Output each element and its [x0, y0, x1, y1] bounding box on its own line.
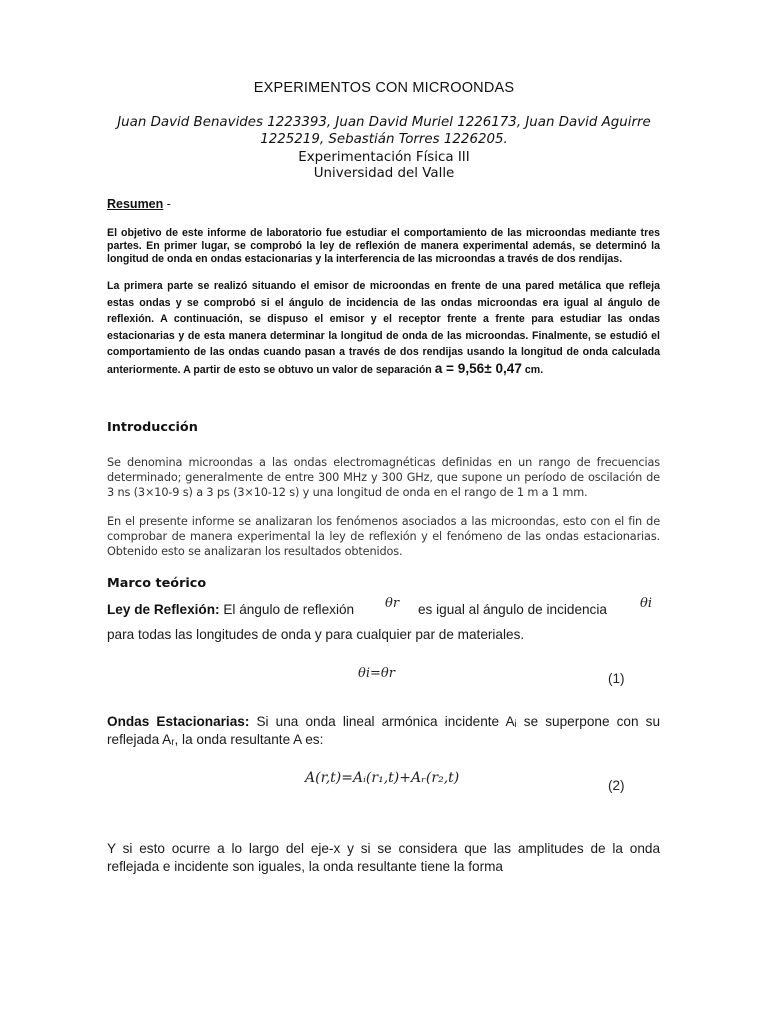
- standing-waves-text: Si una onda lineal armónica incidente Aᵢ se superpone con su reflejada Aᵣ, la onda resultante A es:: [107, 714, 661, 747]
- abstract-result-value: a = 9,56± 0,47: [434, 360, 522, 376]
- equation-1: θi=θr: [358, 666, 395, 681]
- abstract-heading-dash: -: [163, 197, 171, 211]
- theory-heading: Marco teórico: [107, 576, 207, 591]
- reflection-law-label: Ley de Reflexión:: [107, 602, 220, 617]
- equation-1-number: (1): [608, 671, 625, 686]
- introduction-heading: Introducción: [107, 420, 198, 435]
- abstract-heading: [107, 197, 171, 211]
- reflection-law-text-3: para todas las longitudes de onda y para cualquier par de materiales.: [107, 627, 525, 642]
- theta-r-symbol: θr: [385, 596, 400, 611]
- introduction-paragraph-1: Se denomina microondas a las ondas electromagnéticas definidas en un rango de frecuencias determinado; generalmente de entre 300 MHz y 300 GHz, que supone un período de oscilación de 3 ns (3×10-9 s) a 3 ps (3×10-12 s) y una longitud de onda en el rango de 1 m a 1 mm.: [107, 456, 660, 500]
- standing-waves-paragraph: [107, 713, 660, 749]
- standing-waves-paragraph-2: Y si esto ocurre a lo largo del eje-x y si se considera que las amplitudes de la onda reflejada e incidente son iguales, la onda resultante tiene la forma: [107, 841, 660, 874]
- abstract-heading-label: Resumen: [107, 197, 164, 211]
- abstract-result-unit: cm.: [524, 363, 544, 376]
- abstract-paragraph-2-text: La primera parte se realizó situando el emisor de microondas en frente de una pared metálica que refleja estas ondas y se comprobó si el ángulo de incidencia de las ondas microondas era igual al ángulo de reflexión. A continuación, se dispuso el emisor y el receptor frente a frente para estudiar las ondas estacionarias y de esta manera determinar la longitud de onda de las microondas. Finalmente, se estudió el comportamiento de las ondas cuando pasan a través de dos rendijas usando la longitud de onda calculada anteriormente. A partir de esto se obtuvo un valor de separación: [107, 280, 660, 376]
- reflection-law-line: [107, 601, 354, 619]
- course-name: Experimentación Física III: [298, 150, 470, 165]
- university-name: Universidad del Valle: [313, 166, 455, 181]
- reflection-law-text-2: es igual al ángulo de incidencia: [418, 602, 607, 617]
- abstract-paragraph-2: [107, 278, 660, 379]
- introduction-paragraph-2: En el presente informe se analizaran los fenómenos asociados a las microondas, esto con el fin de comprobar de manera experimental la ley de reflexión y el fenómeno de las ondas estacionarias. Obtenido esto se analizaran los resultados obtenidos.: [107, 515, 660, 559]
- reflection-law-text-1: El ángulo de reflexión: [219, 602, 355, 617]
- theta-i-symbol: θi: [640, 596, 652, 611]
- standing-waves-label: Ondas Estacionarias:: [107, 714, 250, 729]
- author-list: Juan David Benavides 1223393, Juan David Muriel 1226173, Juan David Aguirre 1225219, Sebastián Torres 1226205.: [117, 115, 651, 147]
- abstract-paragraph-1: El objetivo de este informe de laboratorio fue estudiar el comportamiento de las microondas mediante tres partes. En primer lugar, se comprobó la ley de reflexión de manera experimental además, se determinó la longitud de onda en ondas estacionarias y la interferencia de las microondas a través de dos rendijas.: [107, 227, 660, 265]
- equation-2-number: (2): [608, 778, 625, 793]
- equation-2: A(r,t)=Aᵢ(r₁,t)+Aᵣ(r₂,t): [305, 770, 460, 786]
- paper-title: EXPERIMENTOS CON MICROONDAS: [253, 80, 515, 96]
